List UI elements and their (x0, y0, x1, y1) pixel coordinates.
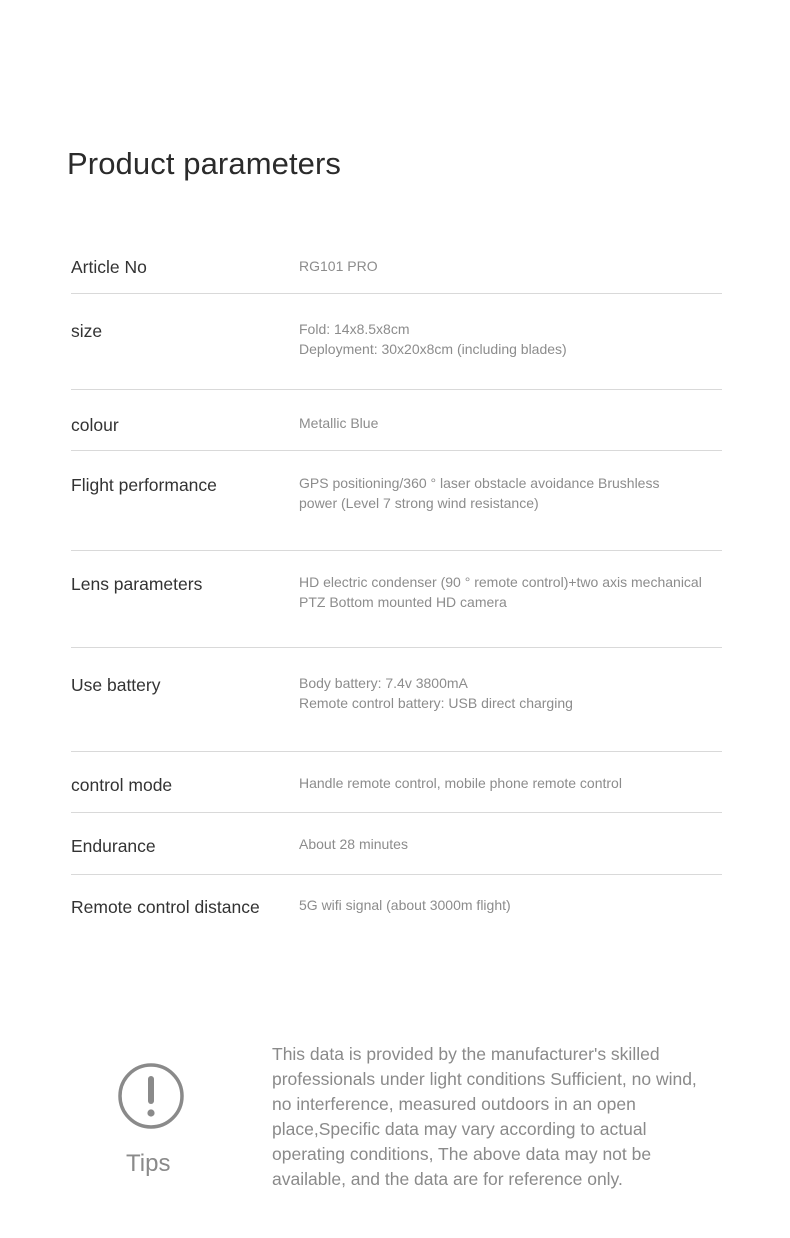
param-value-line: Body battery: 7.4v 3800mA (299, 675, 468, 691)
param-label: Flight performance (71, 475, 217, 495)
param-label: Lens parameters (71, 574, 203, 594)
param-value (299, 773, 722, 793)
divider (71, 874, 722, 875)
param-value-line: power (Level 7 strong wind resistance) (299, 495, 539, 511)
divider (71, 751, 722, 752)
page-title: Product parameters (67, 146, 342, 181)
param-value-line: Metallic Blue (299, 415, 379, 431)
param-value (299, 834, 722, 854)
param-value-line: HD electric condenser (90 ° remote control)+two axis mechanical (299, 574, 702, 590)
param-value (299, 319, 722, 359)
param-value (299, 572, 722, 612)
param-label: size (71, 321, 103, 341)
param-label: Article No (71, 257, 147, 277)
divider (71, 550, 722, 551)
tips-label: Tips (126, 1150, 171, 1177)
param-value-line: Fold: 14x8.5x8cm (299, 321, 410, 337)
param-value (299, 256, 722, 276)
param-value-line: GPS positioning/360 ° laser obstacle avoidance Brushless (299, 475, 660, 491)
param-label: Remote control distance (71, 897, 260, 917)
param-value (299, 473, 722, 513)
param-value-line: PTZ Bottom mounted HD camera (299, 594, 507, 610)
param-value-line: 5G wifi signal (about 3000m flight) (299, 897, 511, 913)
param-label: colour (71, 415, 119, 435)
exclamation-circle-icon (118, 1063, 184, 1129)
param-label: Use battery (71, 675, 161, 695)
param-value-line: RG101 PRO (299, 258, 378, 274)
param-value-line: Handle remote control, mobile phone remote control (299, 775, 622, 791)
divider (71, 812, 722, 813)
divider (71, 293, 722, 294)
param-label: Endurance (71, 836, 156, 856)
param-label: control mode (71, 775, 173, 795)
tips-text: This data is provided by the manufacturer's skilled professionals under light conditions Sufficient, no wind, no interference, measured outdoors in an open place,Specific data may vary according to actual operating conditions, The above data may not be available, and the data are for reference only. (272, 1044, 697, 1189)
param-value (299, 413, 722, 433)
divider (71, 647, 722, 648)
param-value (299, 895, 722, 915)
param-value (299, 673, 722, 713)
param-value-line: Remote control battery: USB direct charging (299, 695, 573, 711)
divider (71, 389, 722, 390)
param-value-line: About 28 minutes (299, 836, 408, 852)
divider (71, 450, 722, 451)
param-value-line: Deployment: 30x20x8cm (including blades) (299, 341, 567, 357)
